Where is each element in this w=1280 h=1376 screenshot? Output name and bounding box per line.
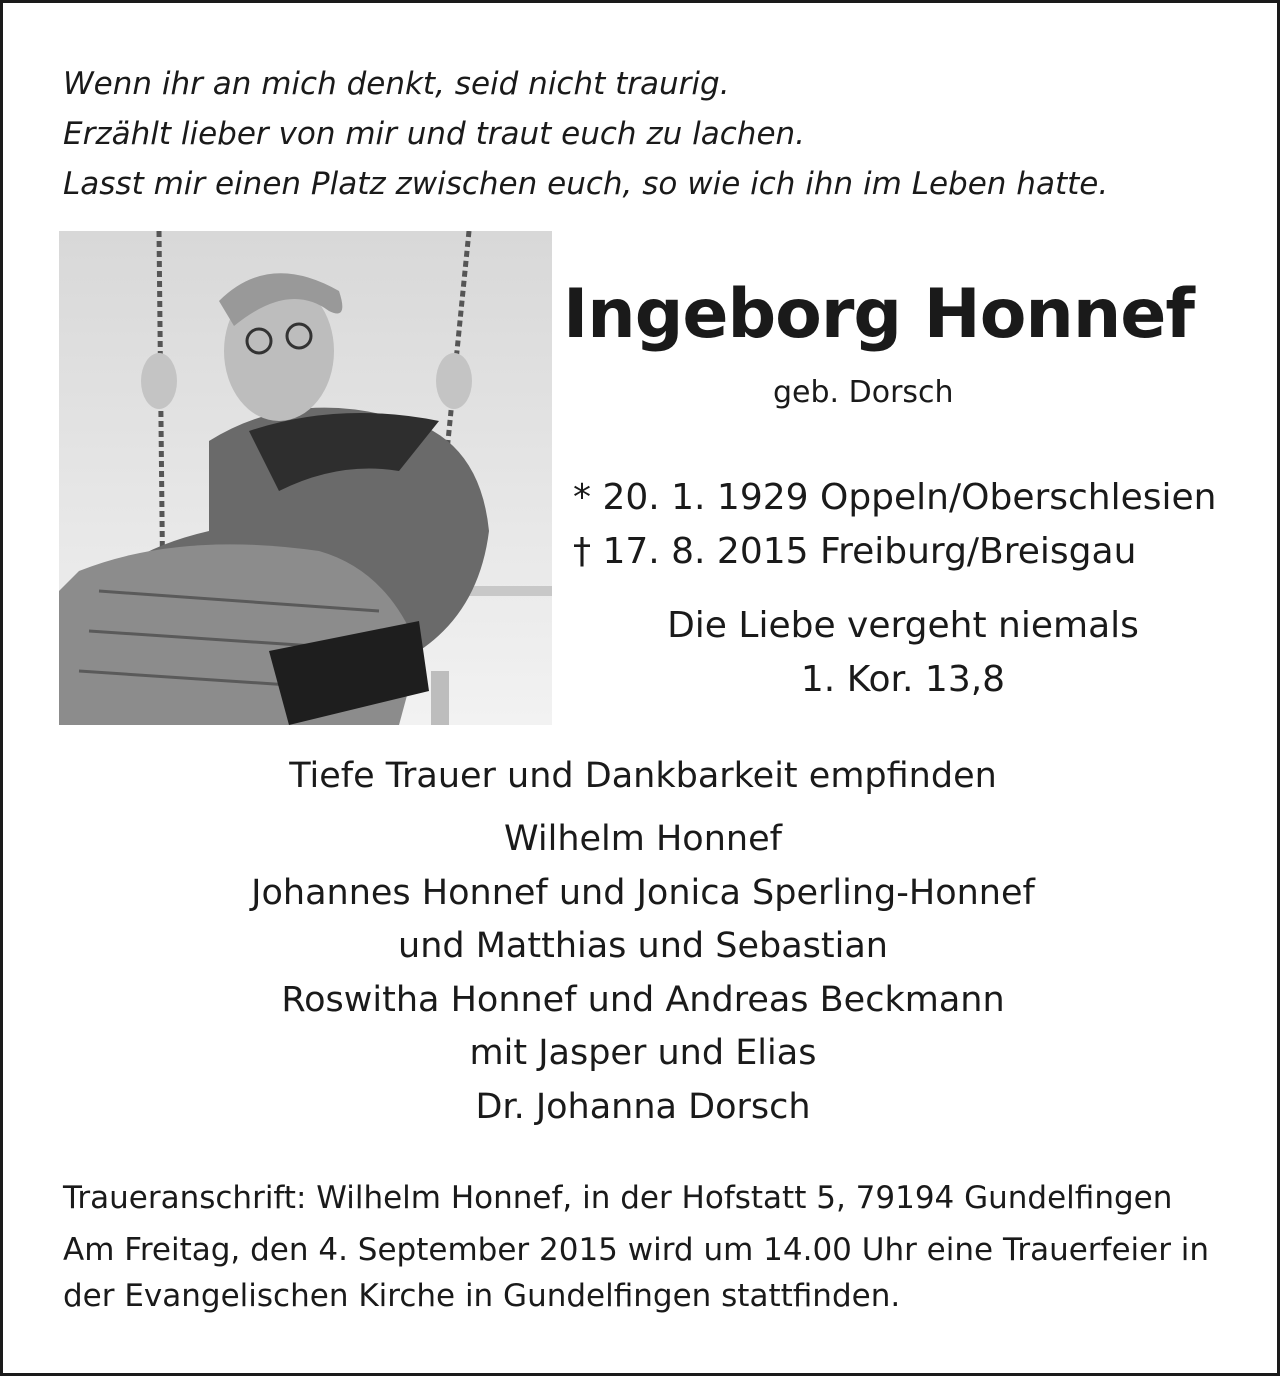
death-date: † 17. 8. 2015 Freiburg/Breisgau bbox=[573, 531, 1137, 572]
mourning-address: Traueranschrift: Wilhelm Honnef, in der Hofstatt 5, 79194 Gundelfingen bbox=[63, 1180, 1173, 1216]
mourner-line: und Matthias und Sebastian bbox=[398, 926, 888, 966]
mourner-line: Roswitha Honnef und Andreas Beckmann bbox=[281, 979, 1005, 1020]
service-line: Am Freitag, den 4. September 2015 wird um 14.00 Uhr eine Trauerfeier in bbox=[63, 1232, 1210, 1268]
quote-source: 1. Kor. 13,8 bbox=[800, 659, 1006, 700]
mourners-list bbox=[3, 813, 1280, 1134]
life-dates bbox=[573, 471, 1217, 579]
birth-date: * 20. 1. 1929 Oppeln/Oberschlesien bbox=[573, 477, 1217, 518]
portrait-photo bbox=[59, 231, 552, 725]
poem-line: Erzählt lieber von mir und traut euch zu lachen. bbox=[63, 116, 806, 152]
mourner-line: Dr. Johanna Dorsch bbox=[475, 1086, 811, 1127]
mourner-line: Wilhelm Honnef bbox=[504, 819, 782, 859]
poem bbox=[63, 59, 1108, 209]
bible-quote bbox=[563, 599, 1243, 707]
service-line: der Evangelischen Kirche in Gundelfingen stattfinden. bbox=[63, 1278, 901, 1314]
footer bbox=[63, 1173, 1209, 1319]
poem-line: Lasst mir einen Platz zwischen euch, so wie ich ihn im Leben hatte. bbox=[63, 166, 1109, 202]
birth-name: geb. Dorsch bbox=[773, 375, 954, 410]
mourners-intro: Tiefe Trauer und Dankbarkeit empfinden bbox=[289, 756, 997, 796]
portrait-illustration bbox=[59, 231, 552, 725]
poem-line: Wenn ihr an mich denkt, seid nicht traurig. bbox=[63, 66, 730, 102]
deceased-name: Ingeborg Honnef bbox=[563, 275, 1194, 354]
mourner-line: Johannes Honnef und Jonica Sperling-Honnef bbox=[251, 872, 1035, 913]
funeral-service-info bbox=[63, 1227, 1209, 1319]
quote-text: Die Liebe vergeht niemals bbox=[667, 605, 1139, 646]
mourner-line: mit Jasper und Elias bbox=[469, 1033, 817, 1073]
mourners bbox=[3, 749, 1280, 1134]
